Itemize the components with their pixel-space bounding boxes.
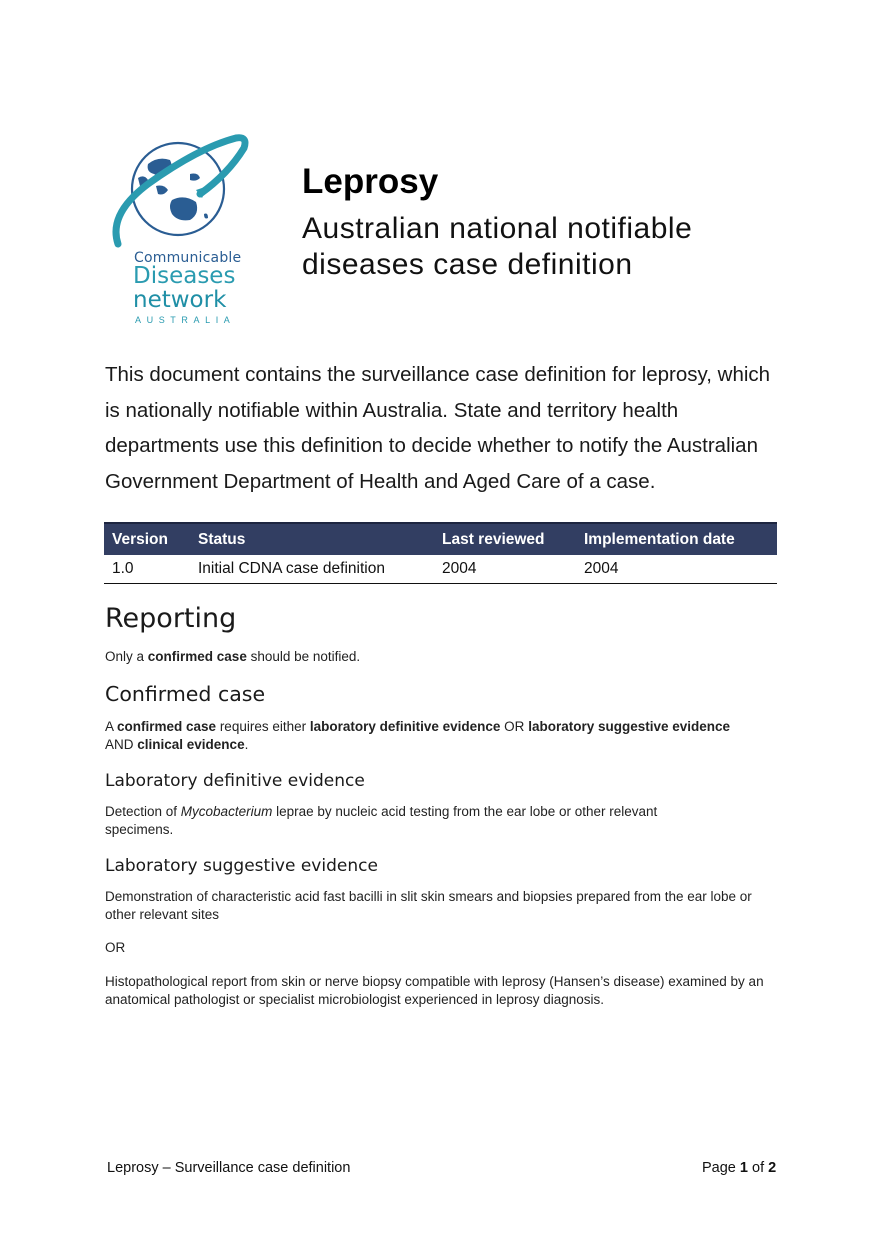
suggestive-evidence-text-2: Histopathological report from skin or nerve biopsy compatible with leprosy (Hansen’s disease) examined by an anatomical pathologist or specialist microbiologist experienced in leprosy diagnosis. xyxy=(105,974,764,1007)
definitive-italic: Mycobacterium xyxy=(180,804,273,819)
header-version: Version xyxy=(104,523,190,555)
reporting-heading: Reporting xyxy=(105,603,237,634)
footer-page-total: 2 xyxy=(768,1160,777,1176)
intro-paragraph: This document contains the surveillance case definition for leprosy, which is nationally notifiable within Australia. State and territory health departments use this definition to decide whether to notify the Australian Government Department of Health and Aged Care of a case. xyxy=(105,363,771,493)
confirmed-b4: clinical evidence xyxy=(137,736,245,752)
confirmed-b3: laboratory suggestive evidence xyxy=(528,719,731,734)
confirmed-b1: confirmed case xyxy=(117,719,217,734)
cell-last-reviewed: 2004 xyxy=(434,555,576,584)
version-table xyxy=(104,522,777,584)
definitive-t2: leprae by nucleic acid testing from the ear lobe or other relevant specimens. xyxy=(105,804,658,837)
logo-network: network xyxy=(133,287,227,313)
confirmed-case-heading: Confirmed case xyxy=(105,682,266,706)
suggestive-evidence-heading: Laboratory suggestive evidence xyxy=(105,856,378,876)
header-last-reviewed: Last reviewed xyxy=(434,523,576,555)
reporting-text-pre: Only a xyxy=(105,649,148,664)
header-status: Status xyxy=(190,523,434,555)
logo-diseases: Diseases xyxy=(133,263,236,289)
definitive-evidence-text xyxy=(105,803,725,838)
footer-page-pre: Page xyxy=(702,1160,740,1176)
logo-communicable: Communicable xyxy=(134,250,242,266)
definitive-evidence-heading: Laboratory definitive evidence xyxy=(105,771,365,791)
confirmed-b2: laboratory definitive evidence xyxy=(309,719,501,734)
page-subtitle: Australian national notifiable diseases case definition xyxy=(302,212,693,281)
footer-page-mid: of xyxy=(747,1160,769,1176)
footer-page-number xyxy=(702,1160,776,1176)
suggestive-or: OR xyxy=(105,940,126,955)
table-row xyxy=(104,555,777,584)
confirmed-t1: A xyxy=(105,719,118,734)
cell-status: Initial CDNA case definition xyxy=(190,555,434,584)
confirmed-t4: AND xyxy=(105,736,138,752)
logo-australia: AUSTRALIA xyxy=(135,315,236,325)
cell-version: 1.0 xyxy=(104,555,190,584)
table-header-row xyxy=(104,523,777,555)
footer-page-num: 1 xyxy=(739,1160,748,1176)
page-title: Leprosy xyxy=(302,162,439,201)
footer-document-title: Leprosy – Surveillance case definition xyxy=(107,1160,351,1176)
confirmed-t3: OR xyxy=(500,719,529,734)
header-implementation-date: Implementation date xyxy=(576,523,777,555)
reporting-text-bold: confirmed case xyxy=(147,649,247,664)
definitive-t1: Detection of xyxy=(105,804,181,819)
suggestive-evidence-text-1: Demonstration of characteristic acid fast bacilli in slit skin smears and biopsies prepared from the ear lobe or other relevant sites xyxy=(105,889,752,922)
reporting-text xyxy=(105,648,780,666)
confirmed-t5: . xyxy=(244,736,249,752)
confirmed-t2: requires either xyxy=(216,719,310,734)
reporting-text-post: should be notified. xyxy=(246,649,361,664)
cell-implementation-date: 2004 xyxy=(576,555,777,584)
confirmed-case-text xyxy=(105,718,745,753)
